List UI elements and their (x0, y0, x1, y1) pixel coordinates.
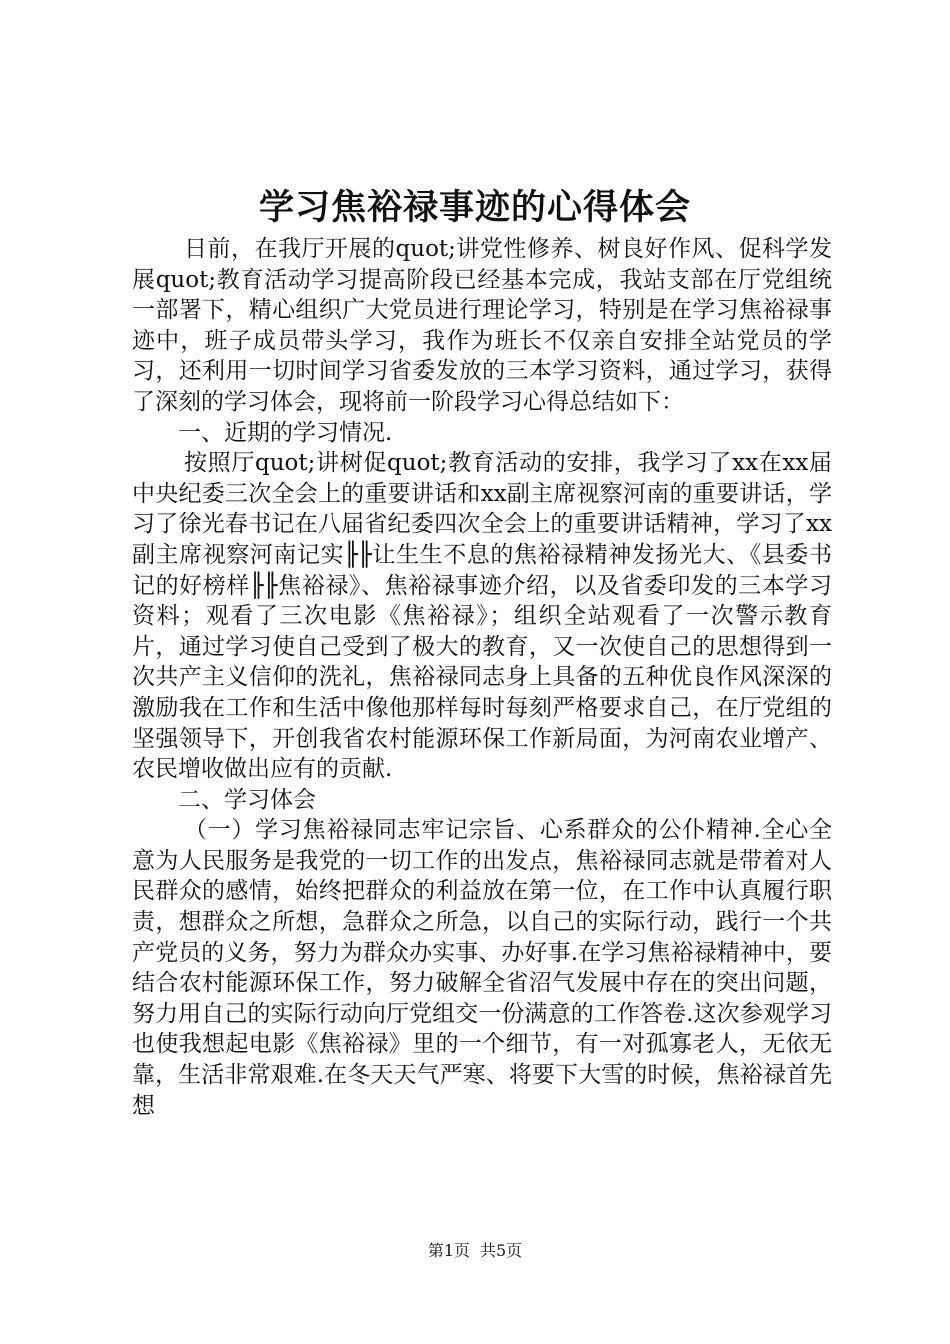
section-heading-1: 一、近期的学习情况. (178, 419, 393, 446)
document-body (132, 234, 832, 1121)
page-footer (0, 1240, 950, 1262)
section-heading-2: 二、学习体会 (178, 786, 316, 813)
page-number: 第1页 (427, 1241, 470, 1260)
document-title: 学习焦裕禄事迹的心得体会 (258, 187, 691, 228)
paragraph-study-situation: 按照厅quot;讲树促quot;教育活动的安排，我学习了xx在xx届中央纪委三次全会上的重要讲话和xx副主席视察河南的重要讲话，学习了徐光春书记在八届省纪委四次全会上的重要讲话精神，学习了xx副主席视察河南记实╟╟让生生不息的焦裕禄精神发扬光大、《县委书记的好榜样╟╟焦裕禄》、焦裕禄事迹介绍，以及省委印发的三本学习资料；观看了三次电影《焦裕禄》；组织全站观看了一次警示教育片，通过学习使自己受到了极大的教育，又一次使自己的思想得到一次共产主义信仰的洗礼，焦裕禄同志身上具备的五种优良作风深深的激励我在工作和生活中像他那样每时每刻严格要求自己，在厅党组的坚强领导下，开创我省农村能源环保工作新局面，为河南农业增产、农民增收做出应有的贡献. (132, 450, 832, 783)
paragraph-study-experience: （一）学习焦裕禄同志牢记宗旨、心系群众的公仆精神.全心全意为人民服务是我党的一切工作的出发点，焦裕禄同志就是带着对人民群众的感情，始终把群众的利益放在第一位，在工作中认真履行职责，想群众之所想，急群众之所急，以自己的实际行动，践行一个共产党员的义务，努力为群众办实事、办好事.在学习焦裕禄精神中，要结合农村能源环保工作，努力破解全省沼气发展中存在的突出问题，努力用自己的实际行动向厅党组交一份满意的工作答卷.这次参观学习也使我想起电影《焦裕禄》里的一个细节，有一对孤寡老人，无依无靠，生活非常艰难.在冬天天气严寒、将要下大雪的时候，焦裕禄首先想 (132, 817, 832, 1119)
page-total: 共5页 (480, 1241, 523, 1260)
paragraph-intro: 日前，在我厅开展的quot;讲党性修养、树良好作风、促科学发展quot;教育活动学习提高阶段已经基本完成，我站支部在厅党组统一部署下，精心组织广大党员进行理论学习，特别是在学习焦裕禄事迹中，班子成员带头学习，我作为班长不仅亲自安排全站党员的学习，还利用一切时间学习省委发放的三本学习资料，通过学习，获得了深刻的学习体会，现将前一阶段学习心得总结如下： (132, 236, 832, 415)
